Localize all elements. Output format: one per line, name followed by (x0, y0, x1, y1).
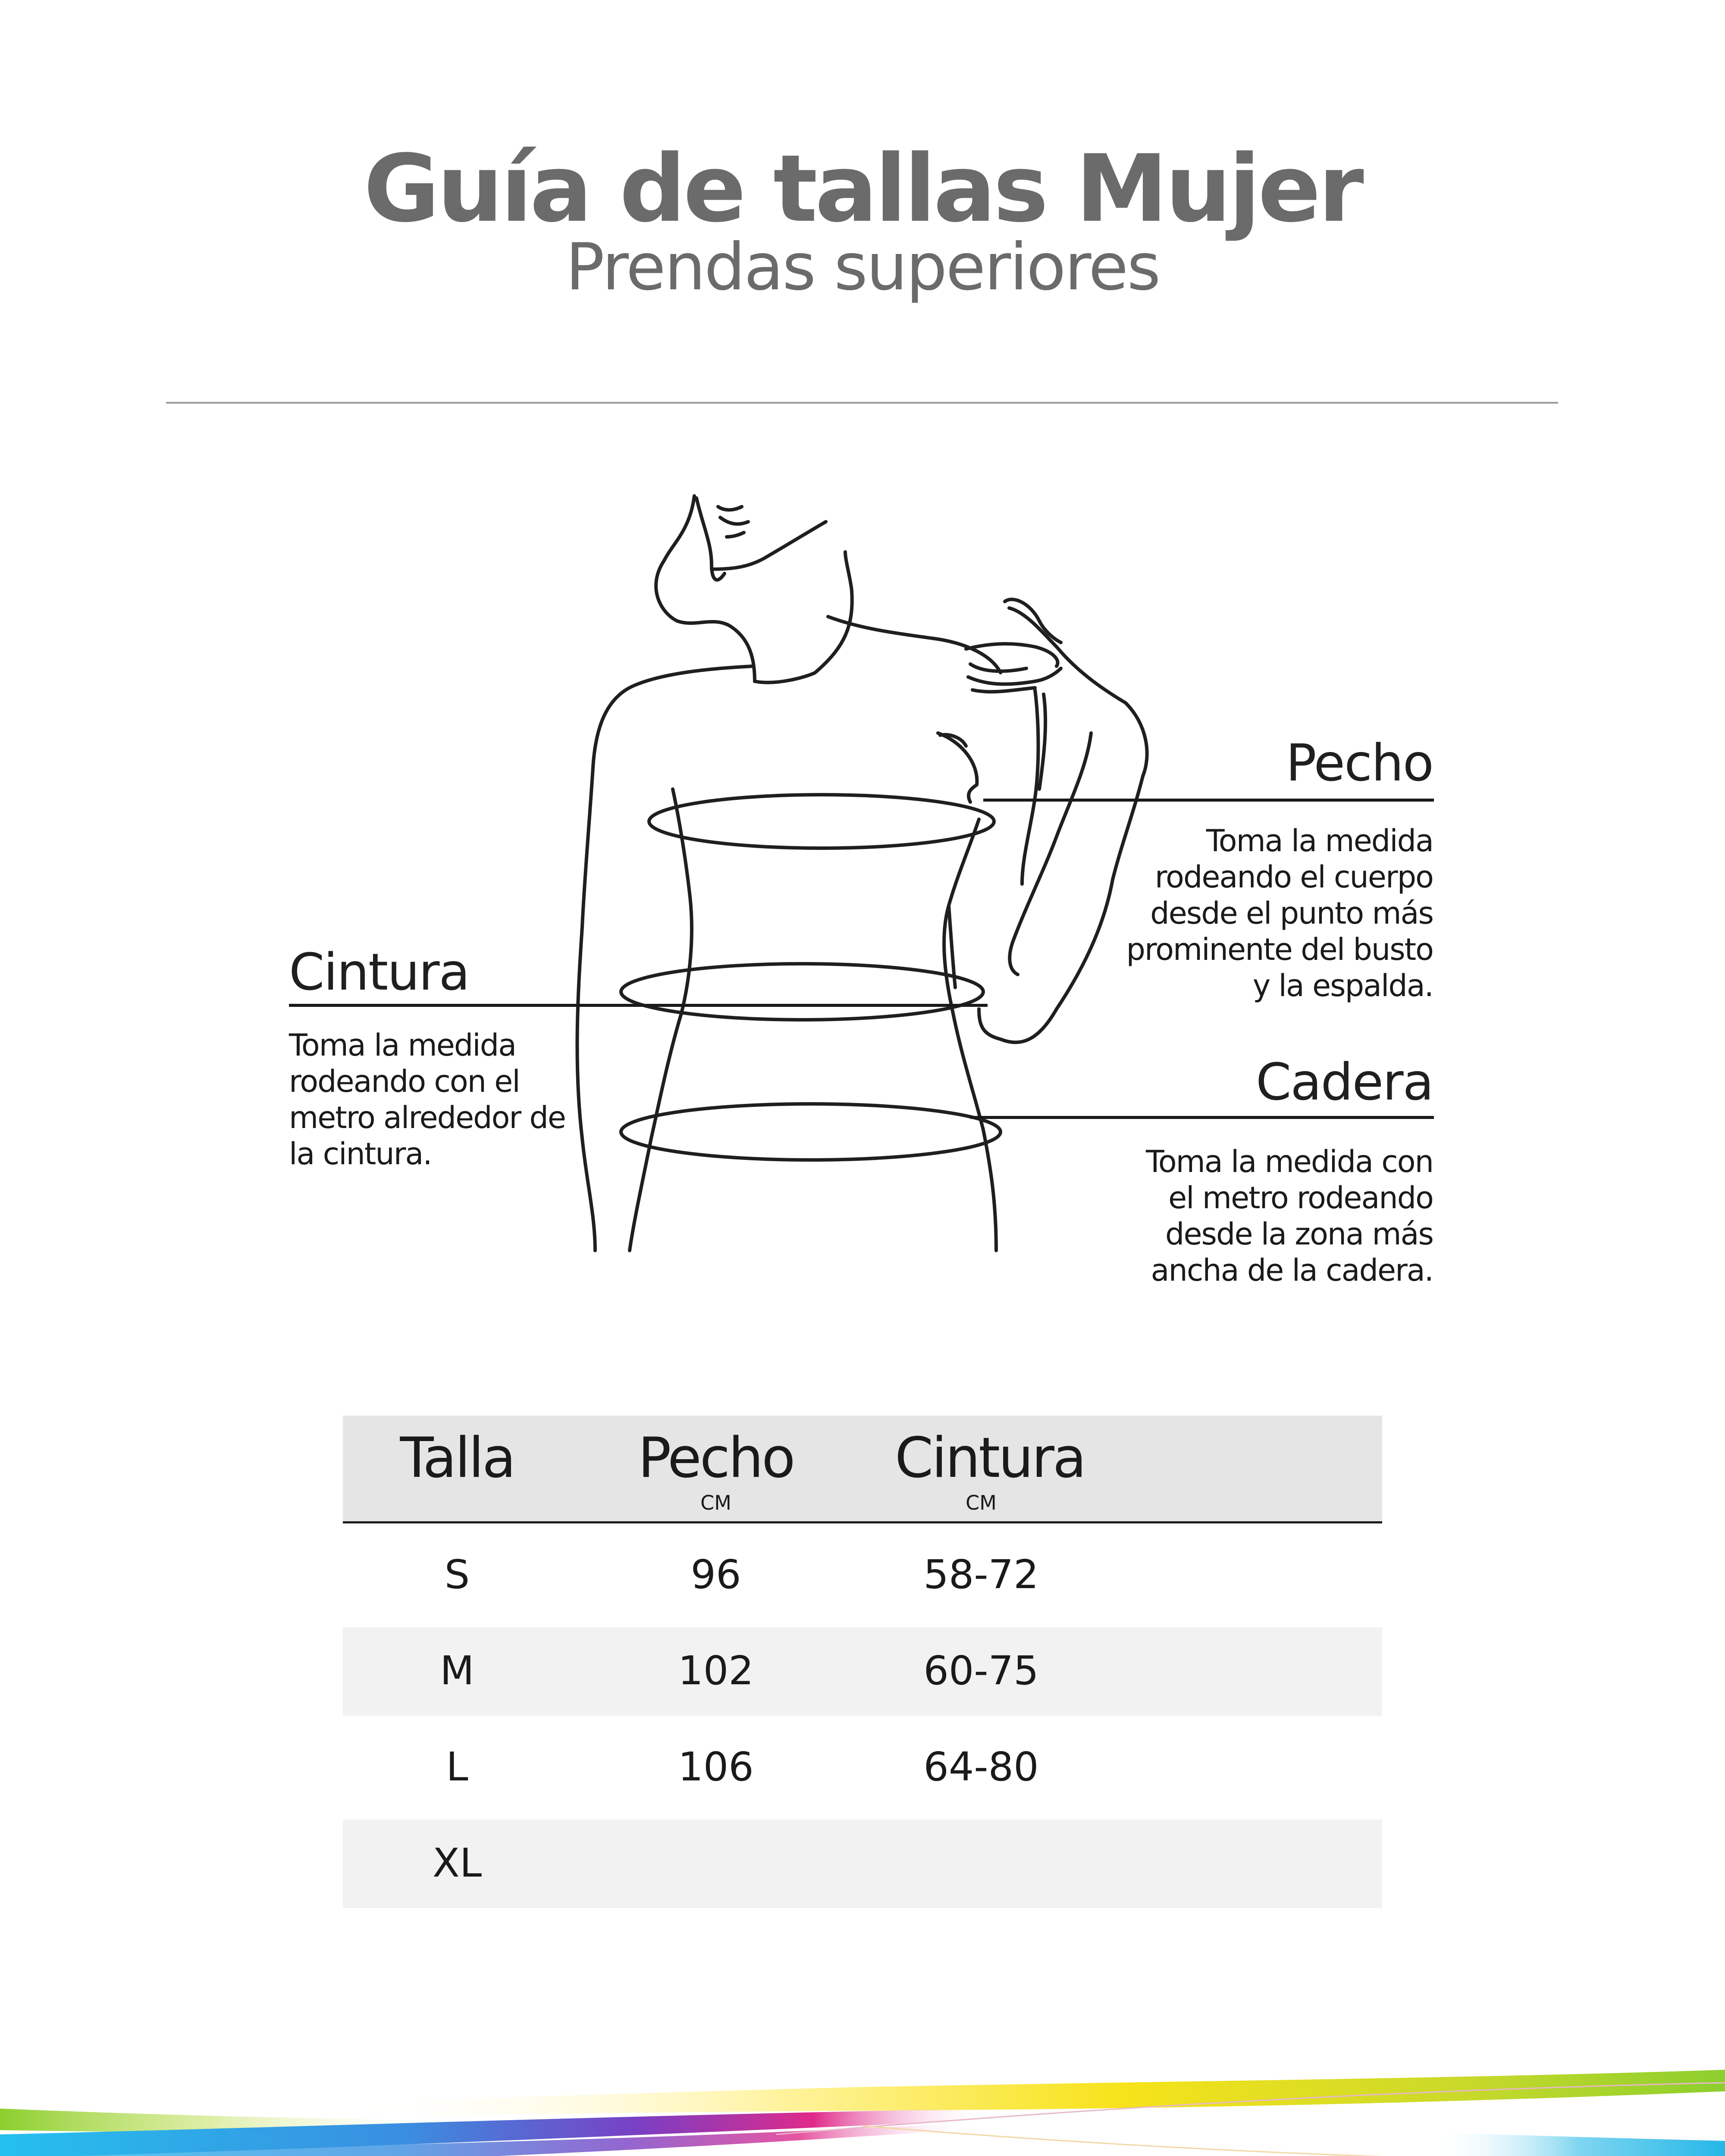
cintura-label-line (289, 1004, 988, 1007)
page-subtitle: Prendas superiores (565, 230, 1160, 305)
cell-pecho: 106 (678, 1744, 754, 1790)
cintura-label-title: Cintura (289, 942, 469, 1002)
header-cintura-unit: CM (966, 1491, 997, 1514)
size-table (343, 1416, 1382, 1908)
cadera-label-title: Cadera (1255, 1052, 1433, 1112)
cell-pecho: 96 (690, 1551, 741, 1598)
table-row (343, 1627, 1382, 1716)
cell-cintura: 60-75 (923, 1648, 1039, 1694)
cell-talla: S (444, 1551, 470, 1598)
cadera-label-line (970, 1116, 1434, 1119)
page-title: Guía de tallas Mujer (364, 135, 1361, 243)
table-row (343, 1531, 1382, 1620)
header-pecho-unit: CM (700, 1491, 731, 1514)
cell-pecho: 102 (678, 1648, 754, 1694)
table-row (343, 1724, 1382, 1812)
pecho-label-description: Toma la medida rodeando el cuerpo desde el punto más prominente del busto y la espalda. (1126, 823, 1433, 1003)
rainbow-ribbon-decoration (0, 2061, 1725, 2156)
pecho-label-line (983, 799, 1434, 802)
table-row (343, 1820, 1382, 1908)
header-cintura: Cintura (895, 1426, 1085, 1490)
cell-talla: L (446, 1744, 468, 1790)
cintura-label-description: Toma la medida rodeando con el metro alrededor de la cintura. (289, 1028, 565, 1172)
table-header-row (343, 1416, 1382, 1523)
cell-cintura: 58-72 (923, 1551, 1039, 1598)
cell-talla: XL (432, 1840, 482, 1886)
pecho-label-title: Pecho (1286, 733, 1433, 793)
header-talla: Talla (400, 1426, 514, 1490)
cell-cintura: 64-80 (923, 1744, 1039, 1790)
cadera-label-description: Toma la medida con el metro rodeando desde la zona más ancha de la cadera. (1145, 1144, 1433, 1288)
header-pecho: Pecho (638, 1426, 794, 1490)
cell-talla: M (440, 1648, 474, 1694)
